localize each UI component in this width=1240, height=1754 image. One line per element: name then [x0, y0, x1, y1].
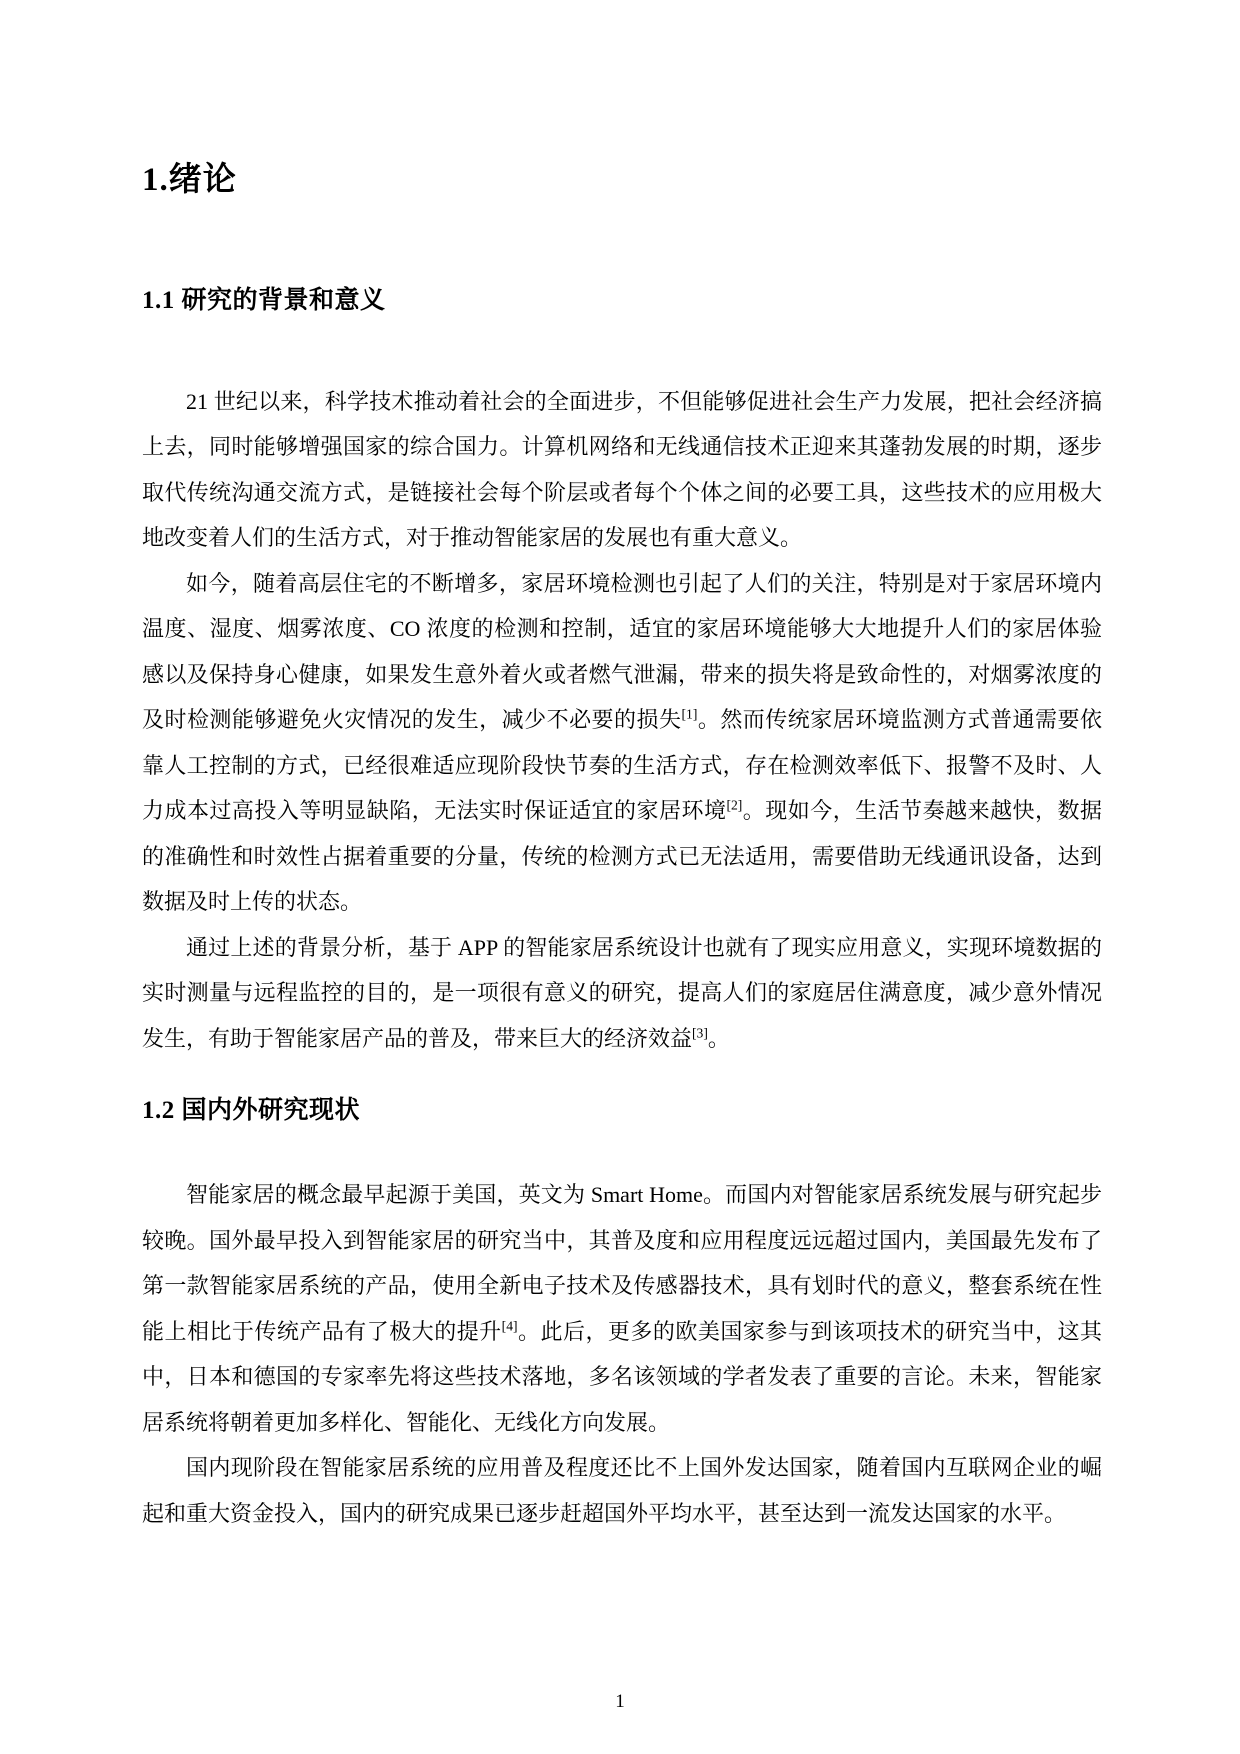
paragraph-tech-progress: 21 世纪以来，科学技术推动着社会的全面进步，不但能够促进社会生产力发展，把社会经济搞上去，同时能够增强国家的综合国力。计算机网络和无线通信技术正迎来其蓬勃发展的时期，逐步取代传统沟通交流方式，是链接社会每个阶层或者每个个体之间的必要工具，这些技术的应用极大地改变着人们的生活方式，对于推动智能家居的发展也有重大意义。 — [142, 388, 1102, 550]
paragraph-home-monitoring: 如今，随着高层住宅的不断增多，家居环境检测也引起了人们的关注，特别是对于家居环境内温度、湿度、烟雾浓度、CO 浓度的检测和控制，适宜的家居环境能够大大地提升人们的家居体验感以及保持身心健康，如果发生意外着火或者燃气泄漏，带来的损失将是致命性的，对烟雾浓度的及时检测能够避免火灾情况的发生，减少不必要的损失[1]。然而传统家居环境监测方式普通需要依靠人工控制的方式，已经很难适应现阶段快节奏的生活方式，存在检测效率低下、报警不及时、人力成本过高投入等明显缺陷，无法实时保证适宜的家居环境[2]。现如今，生活节奏越来越快，数据的准确性和时效性占据着重要的分量，传统的检测方式已无法适用，需要借助无线通讯设备，达到数据及时上传的状态。 — [142, 570, 1102, 914]
section-1-1-heading: 1.1 研究的背景和意义 — [142, 287, 386, 315]
chapter-title: 1.绪论 — [142, 162, 237, 198]
paragraph-foreign-research: 智能家居的概念最早起源于美国，英文为 Smart Home。而国内对智能家居系统发展与研究起步较晚。国外最早投入到智能家居的研究当中，其普及度和应用程度远远超过国内，美国最先发布了第一款智能家居系统的产品，使用全新电子技术及传感器技术，具有划时代的意义，整套系统在性能上相比于传统产品有了极大的提升[4]。此后，更多的欧美国家参与到该项技术的研究当中，这其中，日本和德国的专家率先将这些技术落地，多名该领域的学者发表了重要的言论。未来，智能家居系统将朝着更加多样化、智能化、无线化方向发展。 — [142, 1182, 1102, 1435]
section-background — [142, 285, 1102, 1061]
page-number: 1 — [615, 1691, 625, 1713]
section-research-status — [142, 1095, 1102, 1536]
paragraph-domestic-research: 国内现阶段在智能家居系统的应用普及程度还比不上国外发达国家，随着国内互联网企业的崛起和重大资金投入，国内的研究成果已逐步赶超国外平均水平，甚至达到一流发达国家的水平。 — [142, 1455, 1102, 1526]
section-1-2-heading: 1.2 国内外研究现状 — [142, 1097, 361, 1124]
paragraph-app-significance: 通过上述的背景分析，基于 APP 的智能家居系统设计也就有了现实应用意义，实现环境数据的实时测量与远程监控的目的，是一项很有意义的研究，提高人们的家庭居住满意度，减少意外情况发生，有助于智能家居产品的普及，带来巨大的经济效益[3]。 — [142, 934, 1102, 1051]
